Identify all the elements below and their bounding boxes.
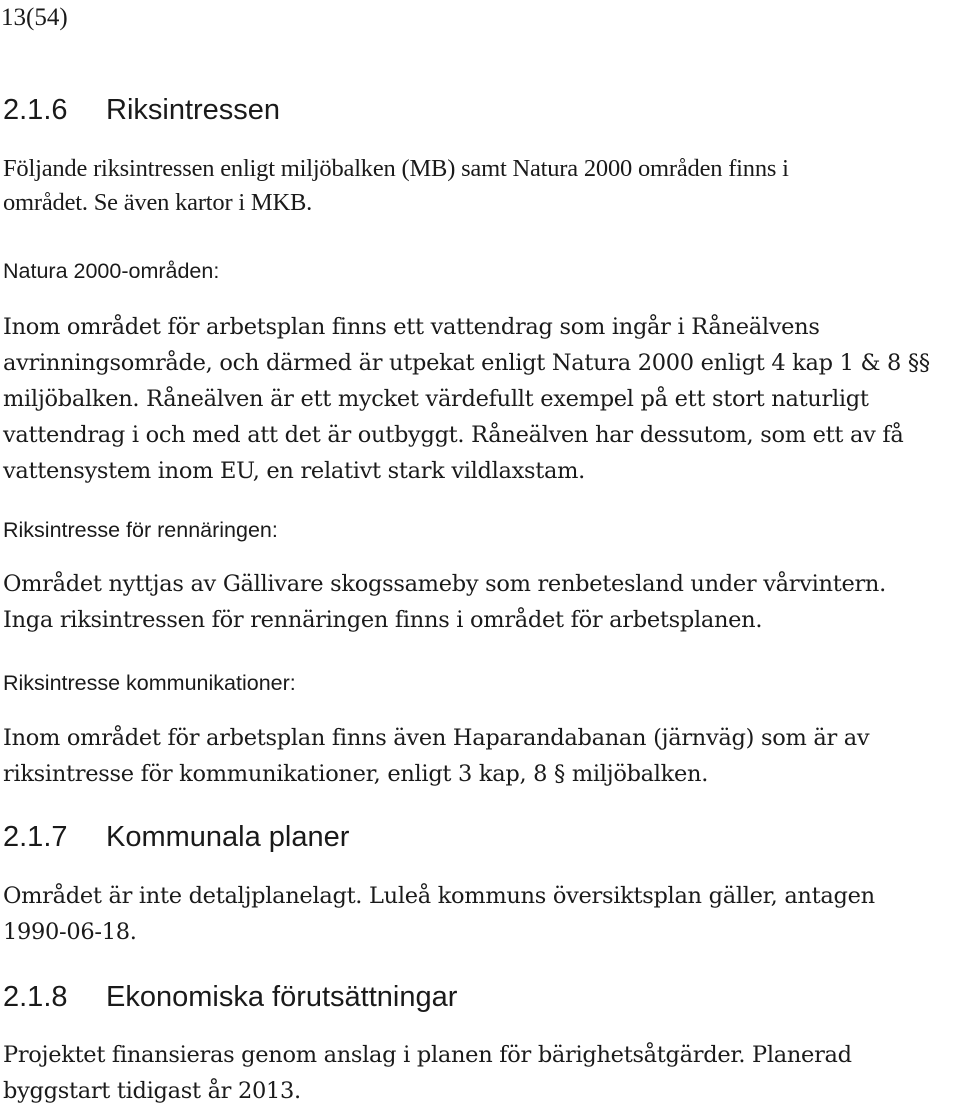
kommunikationer-paragraph — [3, 720, 869, 792]
paragraph-line: Inga riksintressen för rennäringen finns i området för arbetsplanen. — [3, 607, 763, 633]
section-title: Kommunala planer — [106, 821, 350, 853]
paragraph-line: Inom området för arbetsplan finns ett vattendrag som ingår i Råneälvens — [3, 314, 820, 340]
paragraph-line: Området nyttjas av Gällivare skogssameby som renbetesland under vårvintern. — [3, 571, 886, 597]
paragraph-line: Följande riksintressen enligt miljöbalken (MB) samt Natura 2000 områden finns i — [3, 155, 789, 182]
paragraph-line: Inom området för arbetsplan finns även Haparandabanan (järnväg) som är av — [3, 725, 870, 751]
section-title: Riksintressen — [106, 94, 281, 126]
natura-paragraph — [3, 309, 930, 489]
paragraph-line: riksintresse för kommunikationer, enligt 3 kap, 8 § miljöbalken. — [3, 761, 709, 787]
section-heading-kommunala-planer — [3, 817, 349, 857]
page-number: 13(54) — [1, 4, 68, 31]
section-number: 2.1.7 — [3, 821, 68, 853]
paragraph-line: området. Se även kartor i MKB. — [3, 189, 313, 216]
subheading-kommunikationer: Riksintresse kommunikationer: — [3, 671, 296, 695]
paragraph-line: Området är inte detaljplanelagt. Luleå kommuns översiktsplan gäller, antagen — [3, 883, 875, 909]
ekonomiska-paragraph — [3, 1037, 852, 1109]
paragraph-line: 1990-06-18. — [3, 919, 137, 945]
subheading-natura-2000: Natura 2000-områden: — [3, 259, 220, 283]
subheading-rennaring: Riksintresse för rennäringen: — [3, 518, 278, 542]
section-number: 2.1.6 — [3, 94, 68, 126]
section-title: Ekonomiska förutsättningar — [106, 981, 458, 1013]
section-number: 2.1.8 — [3, 981, 68, 1013]
paragraph-line: Projektet finansieras genom anslag i planen för bärighetsåtgärder. Planerad — [3, 1042, 852, 1068]
paragraph-line: vattensystem inom EU, en relativt stark vildlaxstam. — [3, 458, 586, 484]
rennaring-paragraph — [3, 566, 886, 638]
paragraph-line: miljöbalken. Råneälven är ett mycket värdefullt exempel på ett stort naturligt — [3, 386, 869, 412]
section-heading-riksintressen — [3, 90, 280, 130]
paragraph-line: vattendrag i och med att det är outbyggt. Råneälven har dessutom, som ett av få — [3, 422, 904, 448]
paragraph-line: byggstart tidigast år 2013. — [3, 1078, 301, 1104]
paragraph-line: avrinningsområde, och därmed är utpekat enligt Natura 2000 enligt 4 kap 1 & 8 §§ — [3, 350, 930, 376]
section-heading-ekonomiska-forutsattningar — [3, 977, 457, 1017]
kommunala-planer-paragraph — [3, 878, 875, 950]
intro-paragraph — [3, 152, 789, 220]
